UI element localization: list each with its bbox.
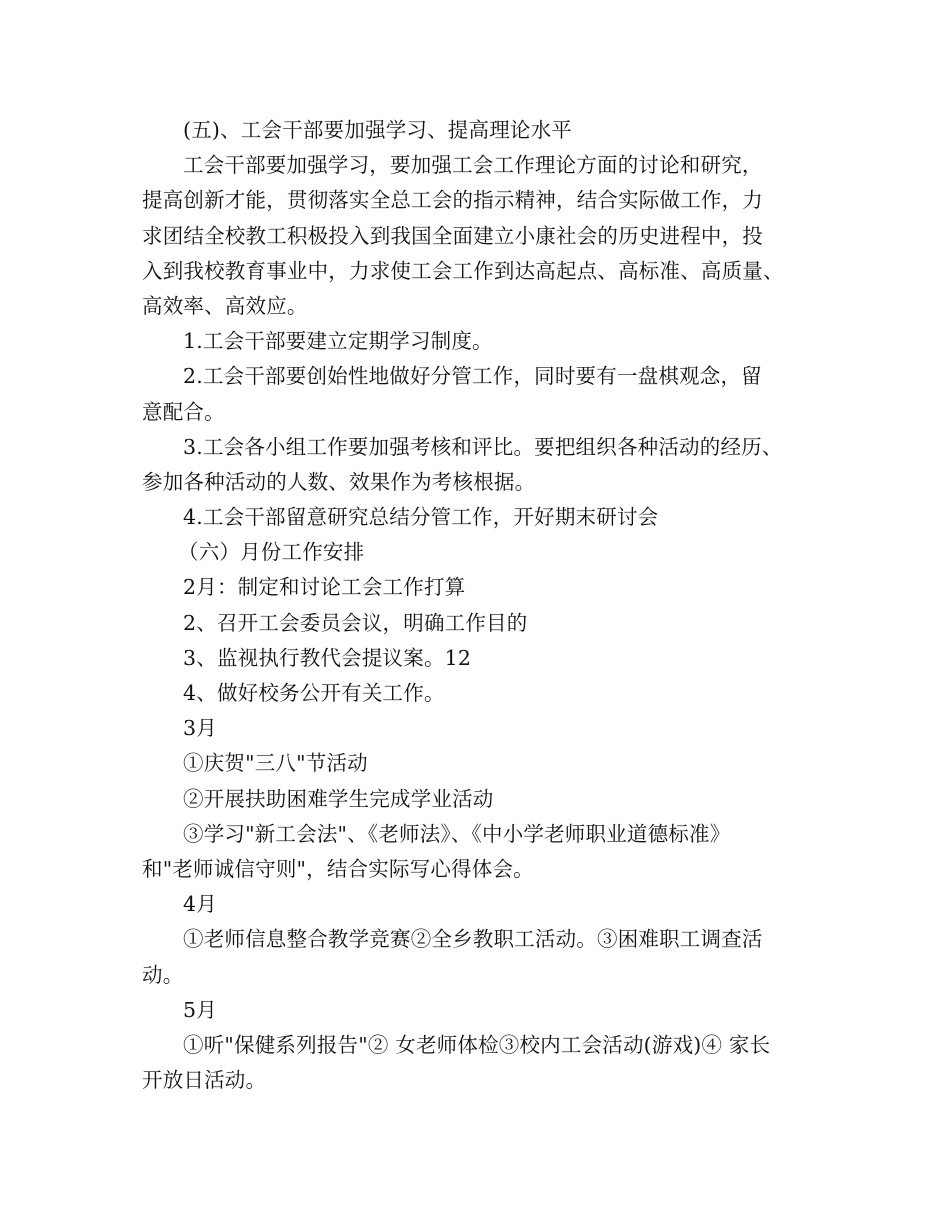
march-item: ②开展扶助困难学生完成学业活动 bbox=[183, 786, 494, 811]
feb-item: 3、监视执行教代会提议案。12 bbox=[183, 645, 472, 670]
list-item-3: 3.工会各小组工作要加强考核和评比。要把组织各种活动的经历、 bbox=[183, 434, 783, 459]
march-item-continued: 和"老师诚信守则"，结合实际写心得体会。 bbox=[142, 856, 534, 881]
list-item-2-continued: 意配合。 bbox=[142, 399, 225, 424]
april-item: ①老师信息整合教学竞赛②全乡教职工活动。③困难职工调查活 bbox=[183, 927, 763, 952]
march-item: ③学习"新工会法"、《老师法》、《中小学老师职业道德标准》 bbox=[183, 821, 731, 846]
document-body bbox=[142, 113, 842, 1098]
feb-item: 2、召开工会委员会议，明确工作目的 bbox=[183, 610, 528, 635]
section-5-paragraph-line: 工会干部要加强学习，要加强工会工作理论方面的讨论和研究， bbox=[183, 153, 763, 178]
list-item-4: 4.工会干部留意研究总结分管工作，开好期末研讨会 bbox=[183, 505, 659, 530]
section-5-heading: (五)、工会干部要加强学习、提高理论水平 bbox=[183, 118, 572, 142]
section-6-heading: （六）月份工作安排 bbox=[178, 540, 365, 565]
section-5-paragraph-line: 高效率、高效应。 bbox=[142, 293, 308, 318]
may-heading: 5月 bbox=[183, 997, 217, 1022]
feb-item: 4、做好校务公开有关工作。 bbox=[183, 681, 445, 705]
may-item: ①听"保健系列报告"② 女老师体检③校内工会活动(游戏)④ 家长 bbox=[183, 1032, 771, 1057]
may-item-continued: 开放日活动。 bbox=[142, 1068, 267, 1093]
march-item: ①庆贺"三八"节活动 bbox=[183, 751, 368, 776]
list-item-2: 2.工会干部要创始性地做好分管工作，同时要有一盘棋观念，留 bbox=[183, 364, 762, 389]
april-item-continued: 动。 bbox=[142, 962, 184, 987]
list-item-1: 1.工会干部要建立定期学习制度。 bbox=[183, 329, 493, 354]
section-5-paragraph-line: 入到我校教育事业中，力求使工会工作到达高起点、高标准、高质量、 bbox=[142, 258, 784, 283]
march-heading: 3月 bbox=[183, 716, 217, 741]
section-5-paragraph-line: 提高创新才能，贯彻落实全总工会的指示精神，结合实际做工作，力 bbox=[142, 188, 763, 213]
section-5-paragraph-line: 求团结全校教工积极投入到我国全面建立小康社会的历史进程中，投 bbox=[142, 223, 763, 248]
list-item-3-continued: 参加各种活动的人数、效果作为考核根据。 bbox=[142, 469, 536, 494]
april-heading: 4月 bbox=[183, 892, 217, 917]
feb-item: 2月：制定和讨论工会工作打算 bbox=[183, 575, 466, 600]
